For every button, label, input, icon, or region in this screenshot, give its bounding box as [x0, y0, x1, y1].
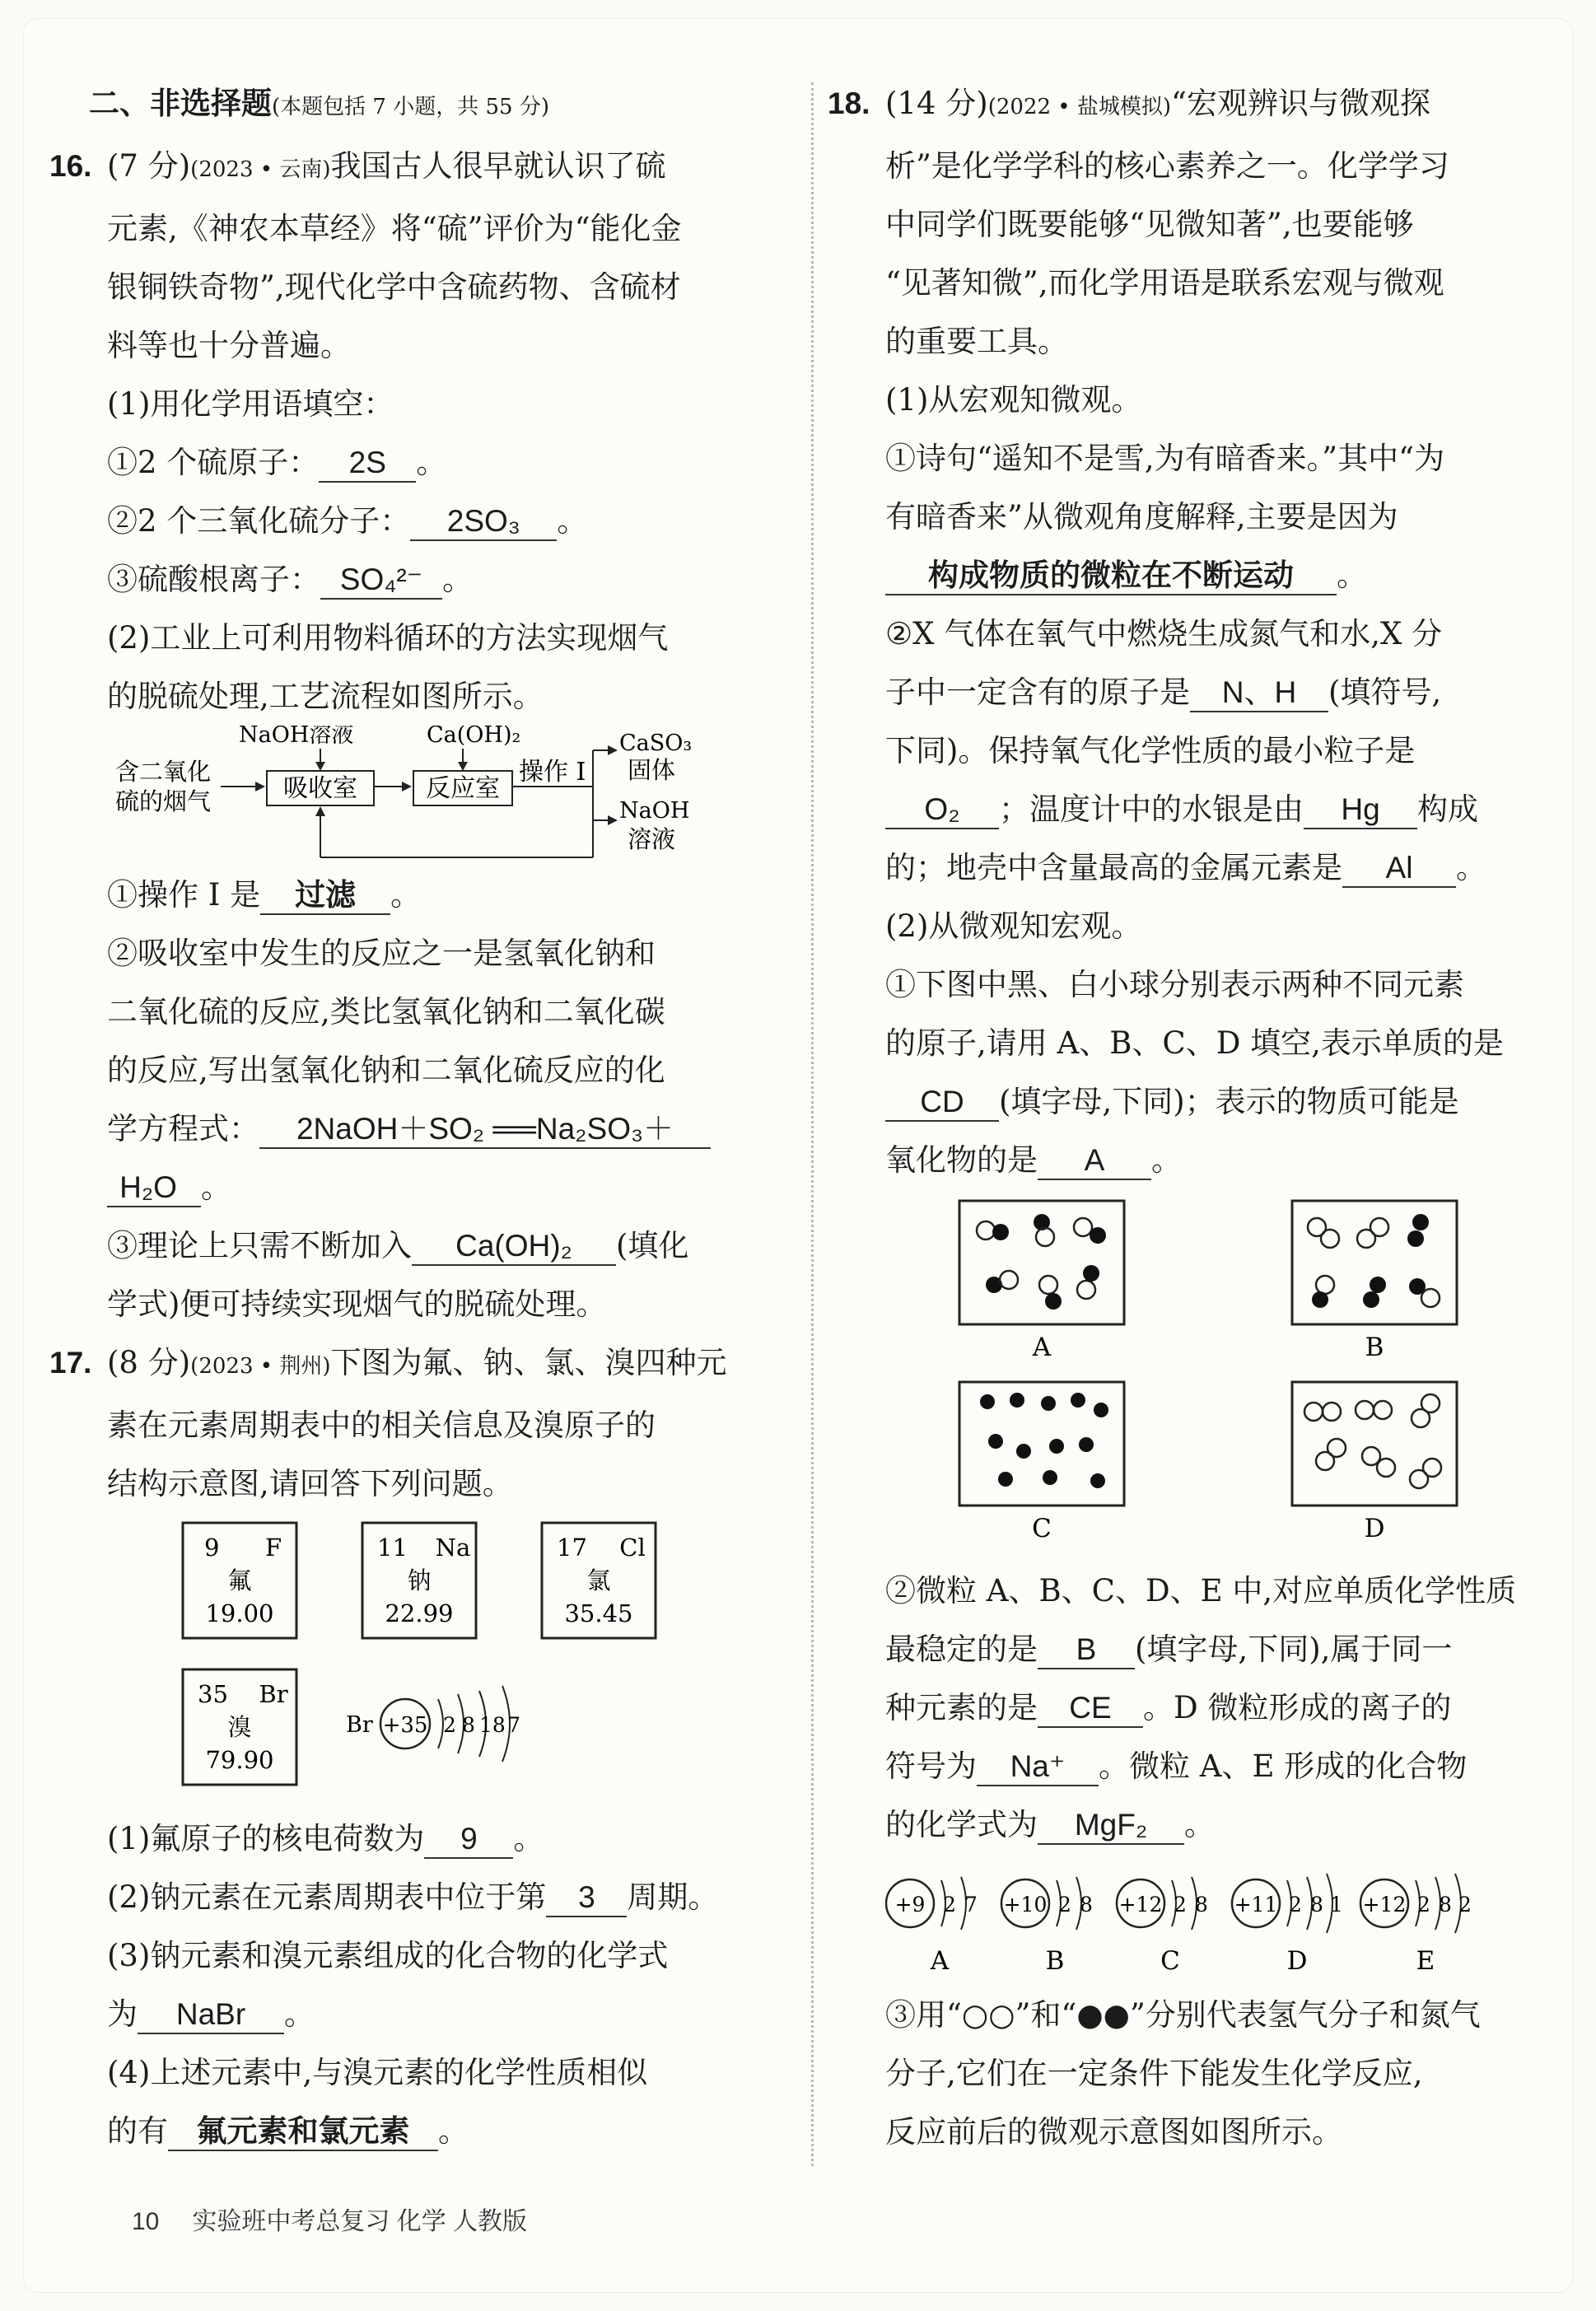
nucleus-charge: +11: [1234, 1893, 1278, 1916]
book-title: 实验班中考总复习 化学 人教版: [192, 2208, 528, 2235]
page-footer: [132, 2201, 527, 2237]
q18-stem-line: “宏观辨识与微观探: [1171, 86, 1430, 121]
q17-a3-line: (3)钠元素和溴元素组成的化合物的化学式: [107, 1938, 669, 1973]
q17-a4-label: 的有: [107, 2113, 168, 2149]
period: 。: [442, 562, 473, 597]
desulfurization-flow-diagram: [115, 726, 741, 866]
period: 。: [390, 877, 422, 913]
q18-p1b-line: 下同)。保持氧气化学性质的最小粒子是: [885, 733, 1416, 768]
atom-label: C: [1160, 1946, 1180, 1976]
shell-electrons: 2: [1174, 1893, 1187, 1916]
element-name: 溴: [227, 1713, 252, 1741]
element-cell-cl: [542, 1523, 656, 1638]
q18-p1b-tail: (填符号,: [1328, 675, 1442, 710]
element-mass: 19.00: [205, 1599, 274, 1627]
q17-a3-answer: NaBr: [138, 1996, 284, 2034]
q18-p2a-tail: (填字母,下同)；表示的物质可能是: [999, 1084, 1459, 1119]
element-symbol: Cl: [619, 1534, 646, 1562]
q17-source: (2023 • 荆州): [190, 1354, 331, 1379]
box-label: A: [1032, 1333, 1052, 1362]
atom-a: [886, 1877, 978, 1976]
q18-score: (14 分): [885, 86, 988, 121]
box-label: B: [1365, 1333, 1384, 1362]
q18-p2b-label: 最稳定的是: [885, 1632, 1038, 1667]
q16-stem-line: 料等也十分普遍。: [107, 328, 351, 363]
q18-p2a-label2: 氧化物的是: [885, 1142, 1038, 1178]
flow-output-label: CaSO₃: [619, 731, 693, 756]
shell-electrons: 2: [1289, 1893, 1302, 1916]
q18-p2c-line: 反应前后的微观示意图如图所示。: [885, 2114, 1342, 2150]
q16-score: (7 分): [107, 148, 191, 184]
element-cell-f: [183, 1523, 296, 1638]
element-cell-na: [362, 1523, 476, 1638]
q16-part2-title: 的脱硫处理,工艺流程如图所示。: [107, 679, 544, 714]
q18-p1b-tail2: 构成: [1417, 791, 1478, 827]
q18-p1b-answer: N、H: [1190, 675, 1328, 712]
nucleus-charge: +9: [894, 1893, 926, 1916]
q18-p2b-line: ②微粒 A、B、C、D、E 中,对应单质化学性质: [885, 1573, 1517, 1608]
section-note: (本题包括 7 小题，共 55 分): [272, 95, 549, 119]
atom-e: [1360, 1874, 1472, 1976]
q17-score: (8 分): [107, 1345, 191, 1380]
shell-electrons: 8: [1310, 1893, 1323, 1916]
shell-electrons: 7: [964, 1893, 978, 1916]
q17-a4-line: (4)上述元素中,与溴元素的化学性质相似: [107, 2055, 648, 2090]
flow-output-label: 溶液: [628, 825, 676, 853]
q17-a4-answer: 氟元素和氯元素: [168, 2113, 438, 2151]
q18-p2a-answer2: A: [1038, 1142, 1151, 1180]
atom-symbol: Br: [346, 1712, 373, 1738]
element-symbol: F: [264, 1534, 282, 1562]
q16-p1b-answer: 2SO₃: [410, 503, 557, 541]
q16-p1a-answer: 2S: [319, 445, 416, 483]
q16-p1b-label: ②2 个三氧化硫分子：: [107, 503, 411, 539]
q17-a1-label: (1)氟原子的核电荷数为: [107, 1821, 425, 1856]
flow-reagent-label: NaOH溶液: [239, 726, 354, 748]
q16-p2b-answer-cont: H₂O: [107, 1170, 201, 1207]
nucleus-charge: +35: [382, 1713, 428, 1738]
q18-p2b-label3: 符号为: [885, 1748, 977, 1784]
q18-p2b-tail3: 。微粒 A、E 形成的化合物: [1099, 1748, 1468, 1784]
q18-p1b-mid: ；温度计中的水银是由: [999, 791, 1304, 827]
flow-input-label: 硫的烟气: [115, 787, 212, 815]
shell-electrons: 8: [1080, 1893, 1093, 1916]
q18-stem-line: 中同学们既要能够“见微知著”,也要能够: [885, 207, 1414, 242]
element-mass: 35.45: [564, 1599, 633, 1627]
q18-p2b-label2: 种元素的是: [885, 1690, 1038, 1725]
nucleus-charge: +10: [1003, 1893, 1048, 1916]
q17-stem-line: 素在元素周期表中的相关信息及溴原子的: [107, 1408, 656, 1443]
q16-p2a-label: ①操作 I 是: [107, 877, 261, 913]
q17-a2-label: (2)钠元素在元素周期表中位于第: [107, 1879, 547, 1915]
element-name: 氯: [586, 1566, 611, 1594]
shell-electrons: 2: [943, 1893, 956, 1916]
q18-p1b-answer4: Al: [1342, 850, 1456, 888]
question-17: [49, 1333, 799, 2160]
q18-part2-title: (2)从微观知宏观。: [885, 908, 1142, 944]
operation-label: 操作 I: [519, 758, 586, 787]
right-column: [828, 74, 1515, 2161]
period: 。: [1337, 558, 1367, 593]
q17-number: 17.: [49, 1346, 92, 1380]
nucleus-charge: +12: [1118, 1893, 1163, 1916]
element-number: 35: [198, 1680, 228, 1708]
page-number: 10: [132, 2208, 160, 2235]
q18-p1a-line: 有暗香来”从微观角度解释,主要是因为: [885, 499, 1398, 535]
q18-p2c-line: 分子,它们在一定条件下能发生化学反应,: [885, 2056, 1423, 2091]
period: 。: [1456, 850, 1486, 885]
q16-p2c-tail: (填化: [616, 1228, 689, 1263]
question-16: [49, 137, 799, 1333]
column-divider: [811, 82, 814, 2166]
section-heading: [89, 74, 799, 137]
atom-label: E: [1416, 1946, 1435, 1976]
period: 。: [284, 1996, 315, 2032]
flow-output-label: NaOH: [619, 798, 690, 824]
element-symbol: Br: [259, 1680, 288, 1708]
box-label: D: [1364, 1514, 1385, 1543]
q16-part2-title: (2)工业上可利用物料循环的方法实现烟气: [107, 620, 669, 656]
atom-label: B: [1045, 1946, 1065, 1976]
q18-p1b-answer2: O₂: [885, 791, 999, 829]
element-number: 9: [204, 1534, 220, 1562]
q17-stem-line: 下图为氟、钠、氯、溴四种元: [330, 1345, 727, 1380]
q18-p1b-label: 子中一定含有的原子是: [885, 675, 1190, 710]
q18-p2a-line: ①下图中黑、白小球分别表示两种不同元素: [885, 967, 1464, 1002]
q16-source: (2023 • 云南): [190, 157, 331, 182]
period: 。: [1184, 1807, 1215, 1842]
q18-p2b-answer4: MgF₂: [1038, 1807, 1184, 1845]
shell-electrons: 8: [1195, 1893, 1208, 1916]
q17-a2-tail: 周期。: [627, 1879, 719, 1915]
atom-c: [1117, 1877, 1208, 1976]
left-column: [49, 74, 799, 2160]
shell-electrons: 18: [479, 1713, 506, 1737]
q18-p2a-line: 的原子,请用 A、B、C、D 填空,表示单质的是: [885, 1025, 1504, 1061]
q18-p2b-answer2: CE: [1038, 1690, 1143, 1728]
particle-box-c: [959, 1382, 1124, 1543]
q17-a1-answer: 9: [424, 1821, 513, 1859]
q18-p2b-label4: 的化学式为: [885, 1807, 1038, 1842]
atom-structure-diagrams: [885, 1862, 1511, 1986]
nucleus-charge: +12: [1362, 1893, 1407, 1916]
q16-stem-line: 我国古人很早就认识了硫: [330, 148, 666, 184]
absorption-room-label: 吸收室: [283, 774, 357, 803]
period: 。: [557, 503, 588, 539]
period: 。: [438, 2113, 469, 2149]
bromine-atom-structure: [346, 1686, 520, 1762]
element-name: 氟: [227, 1566, 252, 1594]
q18-p2b-answer: B: [1038, 1632, 1135, 1669]
q18-p2a-answer: CD: [885, 1084, 999, 1122]
element-name: 钠: [407, 1566, 432, 1594]
period: 。: [201, 1170, 231, 1205]
atom-b: [1001, 1877, 1093, 1976]
particle-box-d: [1292, 1382, 1457, 1543]
q17-a3-label: 为: [107, 1996, 138, 2032]
q16-p1c-answer: SO₄²⁻: [320, 562, 442, 600]
particle-box-b: [1292, 1201, 1457, 1362]
q18-p1b-line: 的；地壳中含量最高的金属元素是: [885, 850, 1342, 885]
q18-number: 18.: [828, 86, 870, 120]
element-number: 11: [377, 1534, 408, 1562]
q18-stem-line: 析”是化学学科的核心素养之一。化学学习: [885, 148, 1449, 184]
period: 。: [513, 1821, 544, 1856]
q18-p1a-line: ①诗句“遥知不是雪,为有暗香来。”其中“为: [885, 441, 1445, 476]
reaction-room-label: 反应室: [426, 774, 500, 803]
element-cell-br: [183, 1669, 296, 1785]
atom-label: D: [1286, 1946, 1308, 1976]
shell-electrons: 2: [1417, 1893, 1430, 1916]
flow-output-label: 固体: [628, 756, 676, 784]
q18-source: (2022 • 盐城模拟): [987, 95, 1172, 119]
particle-boxes-figure: [926, 1199, 1503, 1562]
q18-p2b-tail: (填字母,下同),属于同一: [1135, 1632, 1453, 1667]
periodic-table-cells-figure: [181, 1521, 758, 1809]
q18-p2b-tail2: 。D 微粒形成的离子的: [1143, 1690, 1452, 1725]
q17-a2-answer: 3: [546, 1879, 627, 1917]
shell-electrons: 1: [1330, 1893, 1343, 1916]
box-label: C: [1032, 1514, 1052, 1543]
particle-box-a: [959, 1201, 1124, 1362]
shell-electrons: 8: [1439, 1893, 1452, 1916]
q16-p2b-line: 二氧化硫的反应,类比氢氧化钠和二氧化碳: [107, 994, 665, 1029]
q16-stem-line: 银铜铁奇物”,现代化学中含硫药物、含硫材: [107, 269, 681, 305]
q16-p1a-label: ①2 个硫原子：: [107, 445, 320, 480]
q18-stem-line: 的重要工具。: [885, 324, 1068, 359]
q16-p2c-answer: Ca(OH)₂: [412, 1228, 616, 1266]
q16-p2b-line: ②吸收室中发生的反应之一是氢氧化钠和: [107, 936, 656, 971]
flow-input-label: 含二氧化: [115, 758, 212, 786]
q18-p1b-line: ②X 气体在氧气中燃烧生成氮气和水,X 分: [885, 616, 1443, 651]
q18-p1b-answer3: Hg: [1304, 791, 1417, 829]
q18-p2c-line: ③用“○○”和“●●”分别代表氢气分子和氮气: [885, 1997, 1481, 2033]
q16-part1-title: (1)用化学用语填空：: [107, 386, 394, 422]
q16-p1c-label: ③硫酸根离子：: [107, 562, 320, 597]
atom-d: [1232, 1874, 1343, 1976]
element-number: 17: [557, 1534, 587, 1562]
q16-p2b-answer: 2NaOH＋SO₂ ══Na₂SO₃＋: [259, 1111, 711, 1149]
atom-label: A: [930, 1946, 950, 1976]
question-18: [828, 74, 1515, 2161]
element-mass: 79.90: [205, 1746, 274, 1774]
q16-p2b-label: 学方程式：: [107, 1111, 259, 1146]
q16-p2c-label: ③理论上只需不断加入: [107, 1228, 412, 1263]
q16-stem-line: 元素,《神农本草经》将“硫”评价为“能化金: [107, 211, 682, 246]
q17-stem-line: 结构示意图,请回答下列问题。: [107, 1466, 513, 1501]
shell-electrons: 2: [443, 1713, 456, 1737]
element-symbol: Na: [435, 1534, 471, 1562]
q16-p2c-line: 学式)便可持续实现烟气的脱硫处理。: [107, 1286, 607, 1322]
q18-p2b-answer3: Na⁺: [977, 1748, 1099, 1786]
element-mass: 22.99: [385, 1599, 454, 1627]
q18-part1-title: (1)从宏观知微观。: [885, 382, 1142, 418]
period: 。: [1151, 1142, 1182, 1178]
flow-reagent-label: Ca(OH)₂: [427, 726, 521, 748]
shell-electrons: 7: [507, 1713, 520, 1737]
q18-p1a-answer: 构成物质的微粒在不断运动: [885, 558, 1337, 595]
q16-p2b-line: 的反应,写出氢氧化钠和二氧化硫反应的化: [107, 1053, 665, 1088]
q18-stem-line: “见著知微”,而化学用语是联系宏观与微观: [885, 265, 1444, 301]
period: 。: [416, 445, 447, 480]
shell-electrons: 2: [1058, 1893, 1071, 1916]
q16-number: 16.: [49, 149, 92, 183]
section-title: 二、非选择题: [89, 86, 272, 120]
shell-electrons: 2: [1458, 1893, 1472, 1916]
q16-p2a-answer: 过滤: [260, 877, 390, 915]
shell-electrons: 8: [462, 1713, 475, 1737]
